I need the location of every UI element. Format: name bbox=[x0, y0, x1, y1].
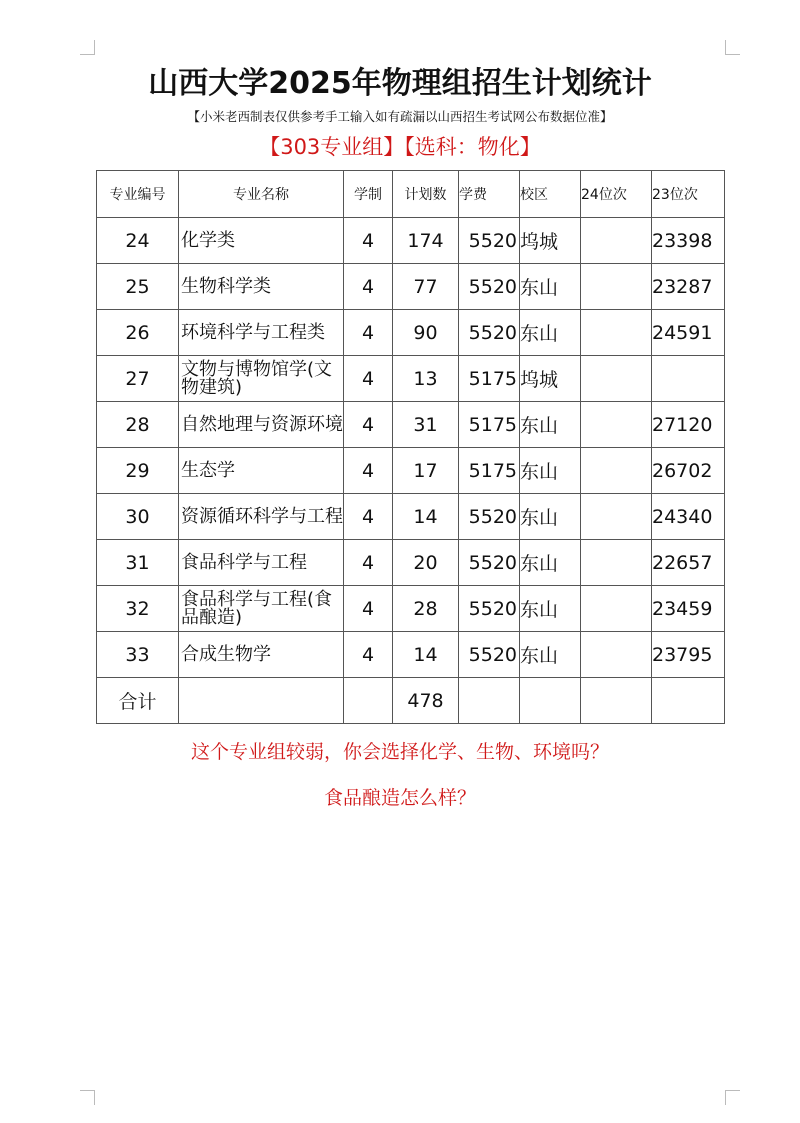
table-row bbox=[97, 402, 725, 448]
table-cell: 4 bbox=[344, 218, 393, 264]
group-heading: 【303专业组】【选科：物化】 bbox=[259, 135, 541, 159]
table-cell bbox=[581, 264, 652, 310]
table-row bbox=[97, 586, 725, 632]
table-cell: 33 bbox=[97, 632, 179, 678]
table-cell bbox=[581, 356, 652, 402]
table-cell: 5520 bbox=[459, 632, 520, 678]
total-label: 合计 bbox=[97, 678, 179, 724]
table-cell: 30 bbox=[97, 494, 179, 540]
table-cell: 17 bbox=[393, 448, 459, 494]
table-row bbox=[97, 540, 725, 586]
table-cell: 4 bbox=[344, 402, 393, 448]
table-cell: 化学类 bbox=[179, 218, 344, 264]
table-row bbox=[97, 218, 725, 264]
crop-mark bbox=[725, 40, 740, 55]
table-cell: 5520 bbox=[459, 540, 520, 586]
disclaimer-note: 【小米老西制表仅供参考手工输入如有疏漏以山西招生考试网公布数据位准】 bbox=[187, 109, 613, 124]
table-cell bbox=[179, 678, 344, 724]
table-cell: 4 bbox=[344, 310, 393, 356]
table-row bbox=[97, 264, 725, 310]
table-cell: 24 bbox=[97, 218, 179, 264]
table-cell bbox=[581, 540, 652, 586]
total-plan: 478 bbox=[393, 678, 459, 724]
table-cell: 13 bbox=[393, 356, 459, 402]
table-cell bbox=[459, 678, 520, 724]
document-title: 山西大学2025年物理组招生计划统计 bbox=[148, 66, 652, 101]
table-cell bbox=[581, 586, 652, 632]
table-cell: 32 bbox=[97, 586, 179, 632]
table-cell bbox=[581, 218, 652, 264]
table-cell: 29 bbox=[97, 448, 179, 494]
table-cell: 5175 bbox=[459, 356, 520, 402]
crop-mark bbox=[80, 40, 95, 55]
table-cell: 14 bbox=[393, 494, 459, 540]
table-cell: 4 bbox=[344, 264, 393, 310]
table-cell: 5175 bbox=[459, 448, 520, 494]
table-cell: 5520 bbox=[459, 264, 520, 310]
column-header: 24位次 bbox=[581, 171, 652, 218]
table-row bbox=[97, 310, 725, 356]
table-cell bbox=[520, 678, 581, 724]
table-row bbox=[97, 356, 725, 402]
table-cell: 生态学 bbox=[179, 448, 344, 494]
table-cell: 31 bbox=[393, 402, 459, 448]
table-cell: 东山 bbox=[520, 586, 581, 632]
table-cell: 31 bbox=[97, 540, 179, 586]
table-cell: 环境科学与工程类 bbox=[179, 310, 344, 356]
table-cell: 77 bbox=[393, 264, 459, 310]
table-cell: 22657 bbox=[652, 540, 725, 586]
table-cell: 食品科学与工程(食品酿造) bbox=[179, 586, 344, 632]
table-cell: 27 bbox=[97, 356, 179, 402]
table-row bbox=[97, 448, 725, 494]
table-cell: 23459 bbox=[652, 586, 725, 632]
table-cell: 20 bbox=[393, 540, 459, 586]
table-cell bbox=[581, 310, 652, 356]
table-cell: 自然地理与资源环境 bbox=[179, 402, 344, 448]
question-2: 食品酿造怎么样？ bbox=[323, 787, 476, 809]
question-1: 这个专业组较弱，你会选择化学、生物、环境吗？ bbox=[190, 741, 609, 763]
table-cell: 26 bbox=[97, 310, 179, 356]
table-cell bbox=[581, 494, 652, 540]
table-cell: 坞城 bbox=[520, 356, 581, 402]
table-cell: 23795 bbox=[652, 632, 725, 678]
table-cell: 174 bbox=[393, 218, 459, 264]
table-cell: 东山 bbox=[520, 310, 581, 356]
column-header: 校区 bbox=[520, 171, 581, 218]
table-row bbox=[97, 632, 725, 678]
table-cell: 5520 bbox=[459, 494, 520, 540]
table-cell bbox=[344, 678, 393, 724]
table-cell: 4 bbox=[344, 586, 393, 632]
table-cell: 5520 bbox=[459, 310, 520, 356]
column-header: 专业名称 bbox=[179, 171, 344, 218]
table-cell bbox=[581, 402, 652, 448]
column-header: 23位次 bbox=[652, 171, 725, 218]
table-cell bbox=[581, 448, 652, 494]
table-cell: 27120 bbox=[652, 402, 725, 448]
column-header: 计划数 bbox=[393, 171, 459, 218]
table-row bbox=[97, 494, 725, 540]
crop-mark bbox=[80, 1090, 95, 1105]
column-header: 专业编号 bbox=[97, 171, 179, 218]
table-cell: 4 bbox=[344, 632, 393, 678]
table-cell: 14 bbox=[393, 632, 459, 678]
table-cell: 5520 bbox=[459, 218, 520, 264]
table-cell: 5520 bbox=[459, 586, 520, 632]
table-cell: 食品科学与工程 bbox=[179, 540, 344, 586]
table-cell: 东山 bbox=[520, 264, 581, 310]
table-cell: 25 bbox=[97, 264, 179, 310]
table-cell: 28 bbox=[393, 586, 459, 632]
table-cell: 90 bbox=[393, 310, 459, 356]
table-cell: 东山 bbox=[520, 494, 581, 540]
table-cell bbox=[581, 678, 652, 724]
column-header: 学制 bbox=[344, 171, 393, 218]
table-cell: 4 bbox=[344, 356, 393, 402]
table-cell: 合成生物学 bbox=[179, 632, 344, 678]
table-cell: 24591 bbox=[652, 310, 725, 356]
table-cell: 23398 bbox=[652, 218, 725, 264]
table-cell: 坞城 bbox=[520, 218, 581, 264]
table-cell: 东山 bbox=[520, 632, 581, 678]
table-cell: 4 bbox=[344, 494, 393, 540]
table-cell: 东山 bbox=[520, 540, 581, 586]
table-cell: 28 bbox=[97, 402, 179, 448]
table-cell: 文物与博物馆学(文物建筑) bbox=[179, 356, 344, 402]
table-cell: 26702 bbox=[652, 448, 725, 494]
table-cell: 东山 bbox=[520, 448, 581, 494]
table-cell: 23287 bbox=[652, 264, 725, 310]
total-row bbox=[97, 678, 725, 724]
table-cell bbox=[652, 678, 725, 724]
table-cell bbox=[652, 356, 725, 402]
table-cell: 4 bbox=[344, 448, 393, 494]
table-cell: 生物科学类 bbox=[179, 264, 344, 310]
enrollment-table bbox=[96, 170, 725, 724]
table-cell: 东山 bbox=[520, 402, 581, 448]
column-header: 学费 bbox=[459, 171, 520, 218]
table-cell: 4 bbox=[344, 540, 393, 586]
table-cell: 资源循环科学与工程 bbox=[179, 494, 344, 540]
table-cell: 5175 bbox=[459, 402, 520, 448]
table-cell: 24340 bbox=[652, 494, 725, 540]
table-cell bbox=[581, 632, 652, 678]
crop-mark bbox=[725, 1090, 740, 1105]
